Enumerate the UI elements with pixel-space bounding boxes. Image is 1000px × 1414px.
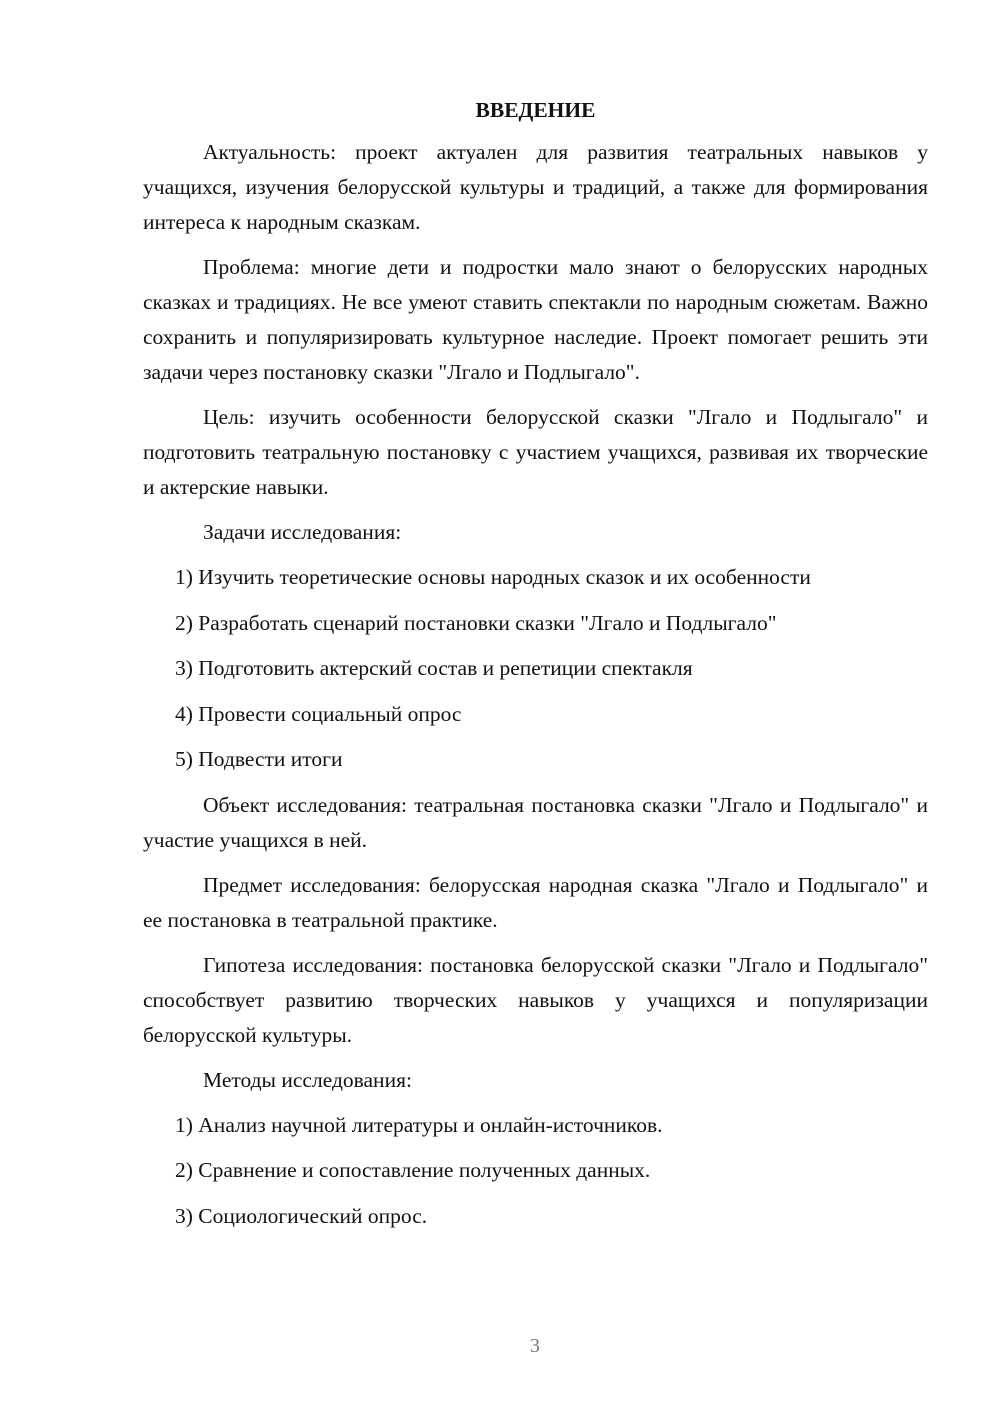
method-item: 3) Социологический опрос. xyxy=(175,1203,428,1228)
goal-paragraph: Цель: изучить особенности белорусской сказки "Лгало и Подлыгало" и подготовить театральную постановку с участием учащихся, развивая их творческие и актерские навыки. xyxy=(143,405,928,499)
relevance-paragraph: Актуальность: проект актуален для развития театральных навыков у учащихся, изучения белорусской культуры и традиций, а также для формирования интереса к народным сказкам. xyxy=(143,140,928,234)
task-item: 5) Подвести итоги xyxy=(175,747,343,771)
method-item: 1) Анализ научной литературы и онлайн-источников. xyxy=(175,1112,663,1137)
page-number: 3 xyxy=(530,1335,540,1357)
problem-paragraph: Проблема: многие дети и подростки мало знают о белорусских народных сказках и традициях. Не все умеют ставить спектакли по народным сюжетам. Важно сохранить и популяризировать культурное наследие. Проект помогает решить эти задачи через постановку сказки "Лгало и Подлыгало". xyxy=(143,255,928,384)
methods-heading: Методы исследования: xyxy=(203,1067,412,1092)
method-item: 2) Сравнение и сопоставление полученных данных. xyxy=(175,1158,651,1182)
page-title: ВВЕДЕНИЕ xyxy=(475,98,596,122)
tasks-heading: Задачи исследования: xyxy=(203,520,402,544)
page-content xyxy=(143,94,928,1244)
task-item: 2) Разработать сценарий постановки сказки "Лгало и Подлыгало" xyxy=(175,610,777,635)
object-paragraph: Объект исследования: театральная постановка сказки "Лгало и Подлыгало" и участие учащихся в ней. xyxy=(143,792,928,852)
subject-paragraph: Предмет исследования: белорусская народная сказка "Лгало и Подлыгало" и ее постановка в театральной практике. xyxy=(143,872,928,932)
task-item: 4) Провести социальный опрос xyxy=(175,701,462,726)
task-item: 1) Изучить теоретические основы народных сказок и их особенности xyxy=(175,565,811,589)
task-item: 3) Подготовить актерский состав и репетиции спектакля xyxy=(175,656,693,680)
hypothesis-paragraph: Гипотеза исследования: постановка белорусской сказки "Лгало и Подлыгало" способствует развитию творческих навыков у учащихся и популяризации белорусской культуры. xyxy=(143,952,928,1047)
